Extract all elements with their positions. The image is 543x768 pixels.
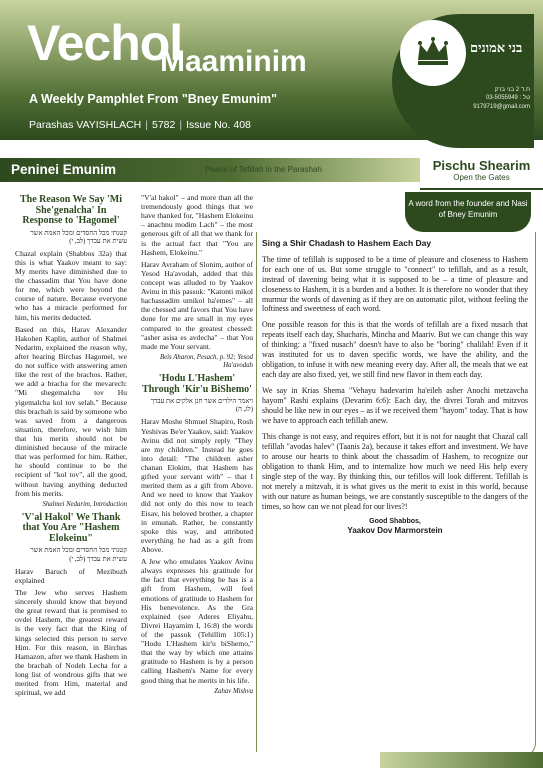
section-subtitle-pischu: Open the Gates	[453, 173, 510, 182]
section-title-peninei: Peninei Emunim	[11, 162, 117, 177]
issue-line	[29, 119, 251, 131]
signoff: Good Shabbos,	[369, 517, 421, 525]
section-subtitle-peninei: Pearls of Tefillah in the Parashah	[205, 165, 322, 174]
column-1	[15, 193, 127, 700]
paragraph: This change is not easy, and requires effort, but it is not for naught that Chazal call tefillah "avodas halev" (Taanis 2a), because it takes effort and investment. We have to arouse our hearts to think about the chassadim of Hashem, to recognize our obligation to thank Him, and to internalize how much we need His help every single step of the way. By thinking this, our tefillos will look different. Tefillah is not merely a mitzvah, it is what gives us the merit to exist in this world, because with our nature as human beings, we are constantly susceptible to the dangers of the times, so how can we not plead for our lives?!	[262, 431, 528, 511]
contact-line: 9179719@gmail.com	[473, 103, 530, 110]
paragraph: Based on this, Harav Alexander Hakohen Kaplin, author of Shalmei Nedarim, explained the reason why, after hearing Birchas Hagomel, we do not suffice with answering amen like the rest of the brachos. Rather, we add a bracha for the mevarech: "Mi shegemalcha tov Hu yigemalcha kol tov selah." Because this brachah is said by someone who was saved from a dangerous situation, therefore, we wish him that his merits should not be diminished because of the miracle that was performed for him. Rather, he should continue to be the recipient of "kol tov", all the good, without having anything deducted from his merits.	[15, 324, 127, 498]
article-heading: 'V'al Hakol' We Thank that You Are "Hashem Elokeinu"	[21, 511, 121, 544]
contact-line: 03-5055949 : טל	[485, 95, 530, 102]
year: 5782	[151, 119, 176, 131]
contact-line: ת.ד 2 בני ברק	[494, 87, 530, 93]
paragraph: "V'al hakol" – and more than all the tremendously good things that we have thanked for, "Hashem Elokeinu – anachnu modim Lach" – the most generous gift of all that we thank for is the actual fact that "You are Hashem, Elokeinu."	[141, 193, 253, 257]
paragraph: Harav Avraham of Slonim, author of Yesod Ha'avodah, added that this concept was alluded to by Yaakov Avinu in this passuk: "Katonti mikol hachassadim umikol ha'emes" – all the chessed and favors that You have done for me are small in my eyes compared to the greatest chessed: "asher asisa es avdecha" – that You made me Your servant.	[141, 259, 253, 351]
section-title-pischu: Pischu Shearim	[432, 158, 531, 173]
source-citation: Zahav Mishva	[214, 687, 253, 695]
paragraph: Harav Moshe Shmuel Shapiro, Rosh Yeshivas Be'er Yaakov, said: Yaakov Avinu did not simply reply "They are my children." Instead he goes into detail: "The children asher chanan Elokim, that Hashem has gifted your servant with" – that I merited them as a gift from Above. And we need to know that Yaakov did not only do this now to teach Eisav, his beloved brother, a chapter in emunah. Rather, he constantly spoke this way, and attributed everything he had as a gift from Above.	[141, 417, 253, 555]
crown-logo-icon	[400, 20, 466, 86]
editorial-heading: Sing a Shir Chadash to Hashem Each Day	[262, 238, 432, 248]
logo-hebrew-text: בני אמונים	[470, 40, 523, 55]
column-2	[141, 193, 253, 700]
masthead	[0, 0, 543, 148]
source-citation: Shalmei Nedarim, Introduction	[42, 500, 127, 508]
paragraph: Chazal explain (Shabbos 32a) that this is what Yaakov meant to say: My merits have diminished due to the chassadim that You have done for me, which were beyond the course of nature. Because everyone who has a miracle performed for him, his merits deducted.	[15, 248, 127, 322]
paragraph: Harav Baruch of Mezibuzh explained	[15, 566, 127, 585]
title-maaminim: Maaminim	[160, 45, 307, 78]
column-3-editorial	[262, 238, 528, 536]
hebrew-verse: ויאמר הילדים אשר חנן אלקים את עבדך (לג, ה)	[150, 398, 253, 414]
paragraph: The time of tefillah is supposed to be a time of pleasure and closeness to Hashem for each one of us. But some struggle to "connect" to tefillah, and as a result, instead of davening being what it is supposed to be – a time of pleasure and closeness to Hashem, it is a burden and a bother. It is therefore no wonder that they murmur the words of davening as if they are on automatic pilot, without feeling the loftiness and sweetness of each word.	[262, 254, 528, 314]
source-citation: Beis Aharon, Pesach, p. 92; Yesod Ha'avodah	[159, 353, 253, 370]
title-vechol: Vechol	[27, 15, 183, 71]
founder-note: A word from the founder and Nasi of Bney Emunim	[405, 192, 531, 232]
paragraph: We say in Krias Shema "Vehayu hadevarim ha'eileh asher Anochi metzavcha hayom" Rashi explains (Devarim 6:6): Each day, the divrei Torah and mitzvos should be like new in our eyes – as if we received them "hayom" today. That is how we have to approach each tefillah anew.	[262, 386, 528, 425]
parasha-name: Parashas VAYISHLACH	[29, 119, 142, 131]
paragraph: One possible reason for this is that the words of tefillah are a fixed nusach that repeats itself each day, Shacharis, Mincha and Maariv. But we can change this way of thinking: a "fixed nusach" doesn't have to also be "boring" chalilah! Even if it was instituted for us to daven specific words, we have the ability, and the obligation, to infuse it with new meaning every day. After all, the meals that we eat each day are also fixed, yet, we still find new flavor in them each day.	[262, 320, 528, 380]
paragraph: The Jew who serves Hashem sincerely should know that beyond the great reward that is promised to ovdei Hashem, the greatest reward is the very fact that the King of kings selected this person to serve Him. For this reason, in Birchas Hamazon, after we thank Hashem in the brachah of Nodeh Lecha for a long list of wondrous gifts that we merited from Him, material and spiritual, we add	[15, 587, 127, 698]
separator: |	[179, 119, 183, 131]
separator: |	[145, 119, 148, 131]
hebrew-verse: קטנתי מכל החסדים ומכל האמת אשר עשית את עבדך (לב, י)	[30, 229, 127, 245]
contact-info	[420, 86, 530, 111]
paragraph: A Jew who emulates Yaakov Avinu always expresses his gratitude for the fact that everything he has is a gift from Hashem, will feel emotions of gratitude to Hashem for His benevolence. As the Gra explained (see Aderes Eliyahu, Divrei Hayamim I, 16:8) the words of the passuk (Tehillim 105:1) "Hodu L'Hashem kir'u biShemo," that the way by which one attains gratitude to Hashem is by a person calling Hashem's Name for every good thing that he merits in his life.	[141, 557, 253, 685]
masthead-subtitle: A Weekly Pamphlet From "Bney Emunim"	[29, 92, 278, 106]
issue-number: Issue No. 408	[186, 119, 251, 131]
footer-accent	[380, 752, 543, 768]
author-name: Yaakov Dov Marmorstein	[347, 526, 443, 536]
article-heading: 'Hodu L'Hashem' Through 'Kir'u BiShemo'	[142, 373, 252, 395]
hebrew-verse: קטנתי מכל החסדים ומכל האמת אשר עשית את עבדך (לב, י)	[30, 547, 127, 563]
section-header-pischu	[420, 154, 543, 190]
article-heading: The Reason We Say 'Mi She'genalcha' In Response to 'Hagomel'	[19, 194, 123, 226]
